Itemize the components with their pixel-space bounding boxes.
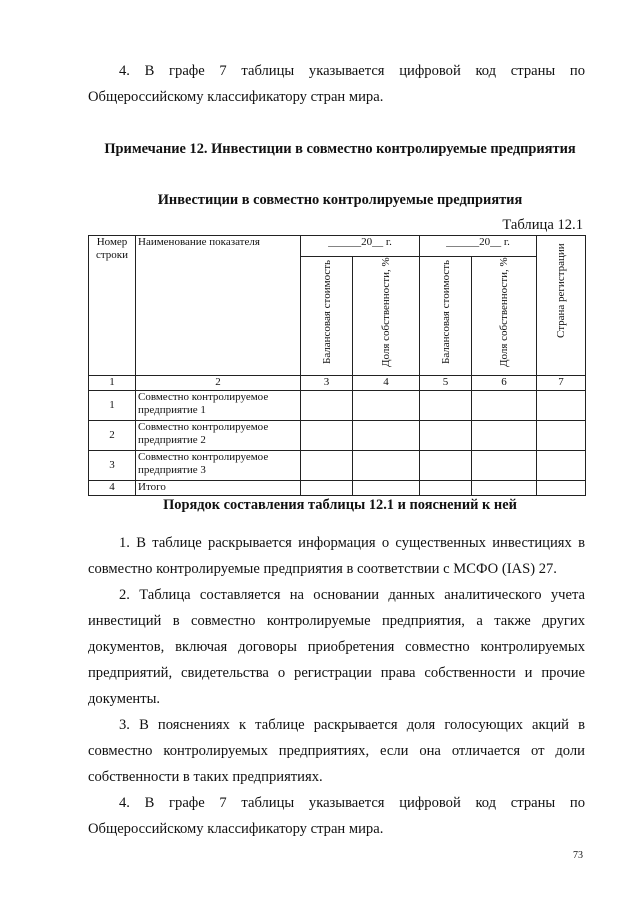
column-number: 2 xyxy=(136,376,301,391)
row-name: Совместно контролируемое предприятие 3 xyxy=(136,451,301,481)
paragraph-1: 1. В таблице раскрывается информация о существенных инвестициях в совместно контролируемые предприятия в соответствии с МСФО (IAS) 27. xyxy=(88,535,585,577)
header-share-2-cell xyxy=(472,257,537,376)
row-number: 2 xyxy=(89,421,136,451)
header-balance-1: Балансовая стоимость xyxy=(320,259,333,365)
column-number: 3 xyxy=(301,376,353,391)
table-number: Таблица 12.1 xyxy=(502,217,583,233)
page-number: 73 xyxy=(573,850,583,861)
header-row-number: Номер строки xyxy=(89,236,136,376)
top-paragraph: 4. В графе 7 таблицы указывается цифровой код страны по Общероссийскому классификатору стран мира. xyxy=(88,63,585,105)
note-title: Примечание 12. Инвестиции в совместно контролируемые предприятия xyxy=(104,141,576,157)
row-number: 1 xyxy=(89,391,136,421)
header-share-1: Доля собственности, % xyxy=(380,257,392,367)
table-row xyxy=(89,391,586,421)
column-number: 5 xyxy=(420,376,472,391)
column-number: 4 xyxy=(353,376,420,391)
row-number: 4 xyxy=(89,481,136,496)
row-name: Совместно контролируемое предприятие 2 xyxy=(136,421,301,451)
table-row xyxy=(89,451,586,481)
column-numbers-row xyxy=(89,376,586,391)
row-number: 3 xyxy=(89,451,136,481)
header-country-cell xyxy=(537,236,586,376)
column-number: 6 xyxy=(472,376,537,391)
paragraph-2: 2. Таблица составляется на основании данных аналитического учета инвестиций в совместно контролируемые предприятия, а также других документов, включая договоры приобретения совместно контролируемых предприятий, свидетельства о регистрации права собственности и прочие документы. xyxy=(88,587,585,707)
header-balance-2-cell xyxy=(420,257,472,376)
header-balance-1-cell xyxy=(301,257,353,376)
procedure-title: Порядок составления таблицы 12.1 и пояснений к ней xyxy=(163,497,517,513)
row-name: Итого xyxy=(136,481,301,496)
header-country: Страна регистрации xyxy=(555,243,567,339)
total-row xyxy=(89,481,586,496)
header-period-2: ______20__ г. xyxy=(420,236,537,257)
column-number: 7 xyxy=(537,376,586,391)
table-row xyxy=(89,421,586,451)
paragraph-4: 4. В графе 7 таблицы указывается цифровой код страны по Общероссийскому классификатору стран мира. xyxy=(88,795,585,837)
header-period-1: ______20__ г. xyxy=(301,236,420,257)
paragraph-3: 3. В пояснениях к таблице раскрывается доля голосующих акций в совместно контролируемых предприятиях, если она отличается от доли собственности в таких предприятиях. xyxy=(88,717,585,785)
header-balance-2: Балансовая стоимость xyxy=(439,259,452,365)
row-name: Совместно контролируемое предприятие 1 xyxy=(136,391,301,421)
header-indicator: Наименование показателя xyxy=(136,236,301,376)
column-number: 1 xyxy=(89,376,136,391)
header-share-1-cell xyxy=(353,257,420,376)
investments-table xyxy=(88,235,586,496)
header-share-2: Доля собственности, % xyxy=(498,257,510,367)
table-title: Инвестиции в совместно контролируемые предприятия xyxy=(157,192,523,208)
